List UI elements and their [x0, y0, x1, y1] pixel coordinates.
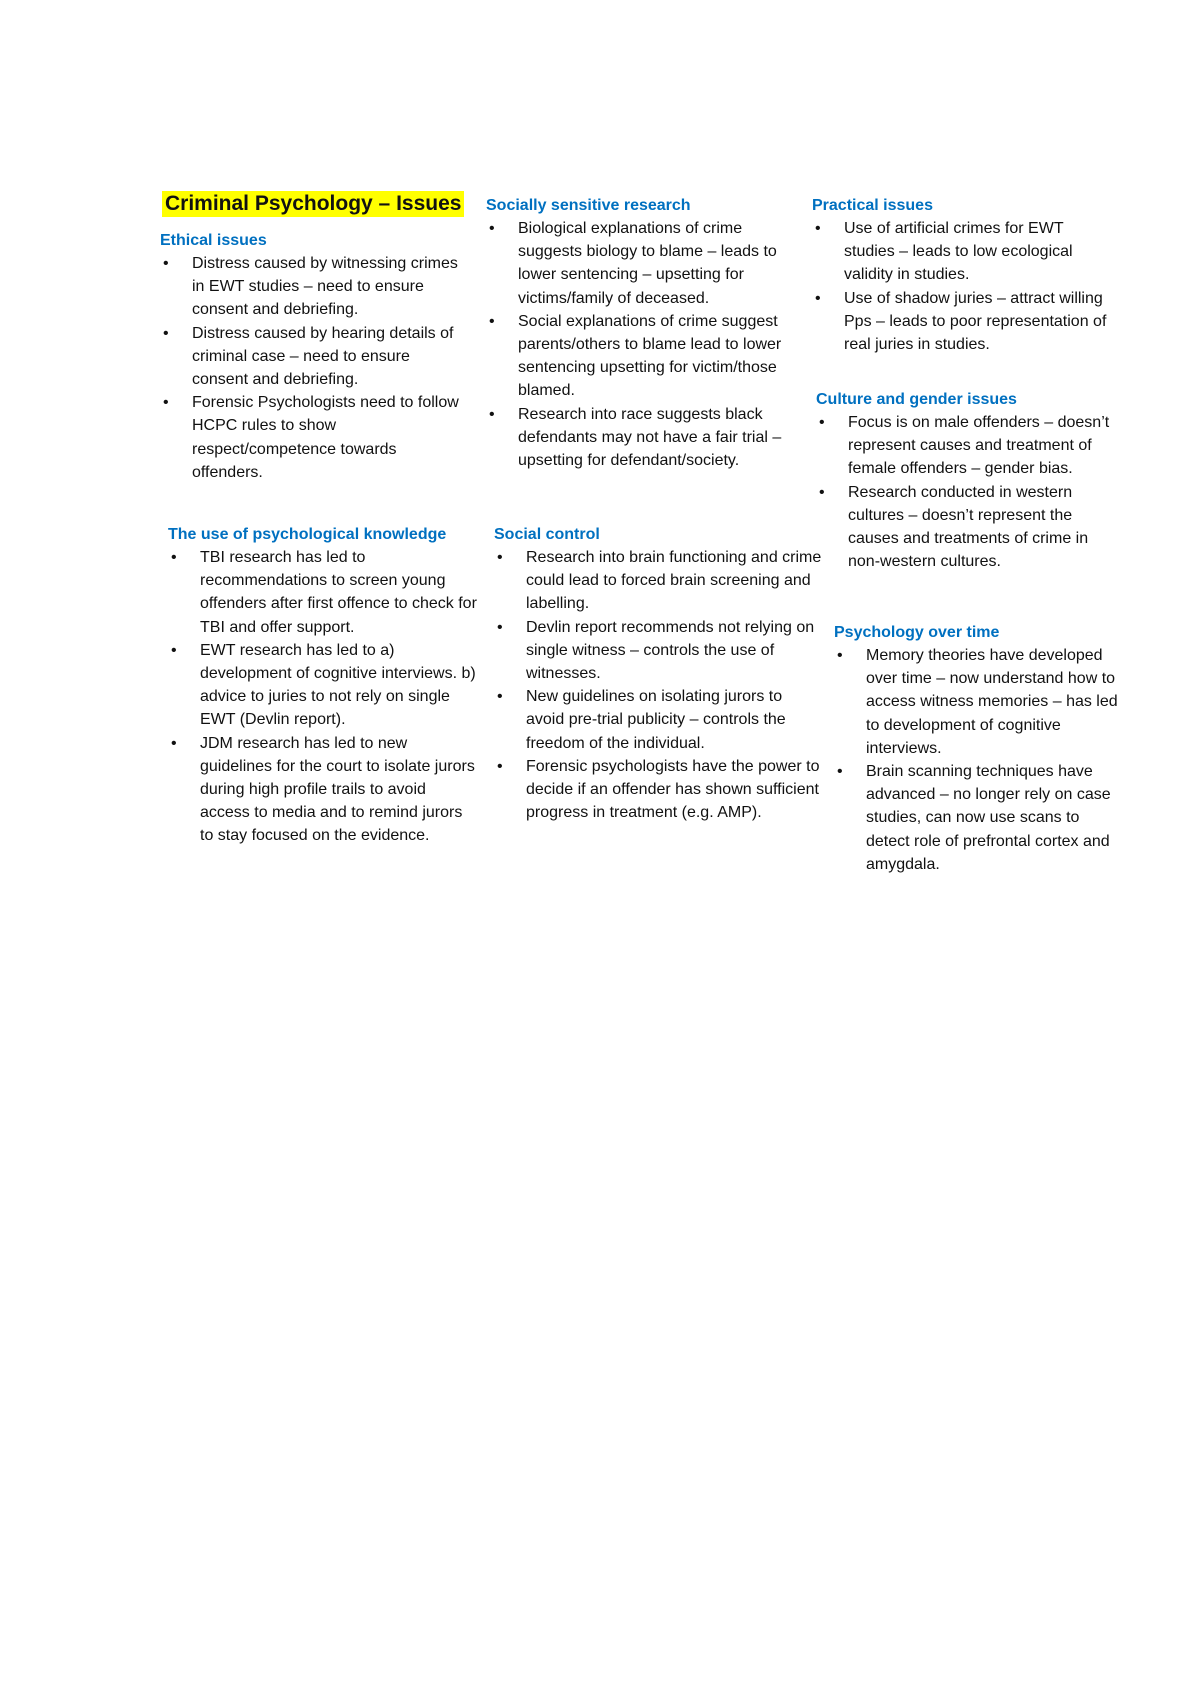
list-item: • TBI research has led to recommendations to screen young offenders after first offence to check for TBI and offer support. — [168, 546, 478, 639]
list-item: • Memory theories have developed over time – now understand how to access witness memories – has led to development of cognitive interviews. — [834, 644, 1124, 760]
practical-issues-list — [812, 217, 1114, 356]
section-heading: Psychology over time — [834, 624, 1000, 641]
section-social-control — [494, 524, 824, 824]
section-socially-sensitive-research — [486, 195, 798, 472]
list-item: • Use of shadow juries – attract willing Pps – leads to poor representation of real juries in studies. — [812, 287, 1114, 357]
list-item: • Distress caused by witnessing crimes in EWT studies – need to ensure consent and debriefing. — [160, 252, 460, 322]
section-use-of-psychological-knowledge — [168, 524, 478, 848]
section-ethical-issues — [160, 230, 460, 484]
social-control-list — [494, 546, 824, 824]
section-heading: Social control — [494, 526, 600, 543]
section-heading: Culture and gender issues — [816, 391, 1017, 408]
list-item: • New guidelines on isolating jurors to avoid pre-trial publicity – controls the freedom of the individual. — [494, 685, 824, 755]
section-heading: The use of psychological knowledge — [168, 526, 447, 543]
section-heading: Socially sensitive research — [486, 197, 691, 214]
culture-gender-list — [816, 411, 1118, 573]
title-block — [162, 191, 464, 217]
list-item: • Forensic Psychologists need to follow HCPC rules to show respect/competence towards offenders. — [160, 391, 460, 484]
list-item: • Forensic psychologists have the power to decide if an offender has shown sufficient progress in treatment (e.g. AMP). — [494, 755, 824, 825]
section-psychology-over-time — [834, 622, 1124, 876]
list-item: • Research into race suggests black defendants may not have a fair trial – upsetting for defendant/society. — [486, 403, 798, 473]
socially-sensitive-list — [486, 217, 798, 472]
ethical-issues-list — [160, 252, 460, 484]
list-item: • EWT research has led to a) development of cognitive interviews. b) advice to juries to not rely on single EWT (Devlin report). — [168, 639, 478, 732]
list-item: • Social explanations of crime suggest parents/others to blame lead to lower sentencing upsetting for victim/those blamed. — [486, 310, 798, 403]
section-practical-issues — [812, 195, 1114, 356]
list-item: • Distress caused by hearing details of criminal case – need to ensure consent and debriefing. — [160, 322, 460, 392]
section-heading: Ethical issues — [160, 232, 267, 249]
list-item: • Biological explanations of crime suggests biology to blame – leads to lower sentencing – upsetting for victims/family of deceased. — [486, 217, 798, 310]
list-item: • Research conducted in western cultures – doesn’t represent the causes and treatments of crime in non-western cultures. — [816, 481, 1118, 574]
section-heading: Practical issues — [812, 197, 933, 214]
list-item: • Focus is on male offenders – doesn’t represent causes and treatment of female offenders – gender bias. — [816, 411, 1118, 481]
list-item: • JDM research has led to new guidelines for the court to isolate jurors during high profile trails to avoid access to media and to remind jurors to stay focused on the evidence. — [168, 732, 478, 848]
page-title: Criminal Psychology – Issues — [162, 191, 464, 217]
list-item: • Devlin report recommends not relying on single witness – controls the use of witnesses. — [494, 616, 824, 686]
section-culture-and-gender-issues — [816, 389, 1118, 573]
list-item: • Research into brain functioning and crime could lead to forced brain screening and labelling. — [494, 546, 824, 616]
list-item: • Use of artificial crimes for EWT studies – leads to low ecological validity in studies. — [812, 217, 1114, 287]
psychology-over-time-list — [834, 644, 1124, 876]
psychological-knowledge-list — [168, 546, 478, 848]
list-item: • Brain scanning techniques have advanced – no longer rely on case studies, can now use scans to detect role of prefrontal cortex and amygdala. — [834, 760, 1124, 876]
